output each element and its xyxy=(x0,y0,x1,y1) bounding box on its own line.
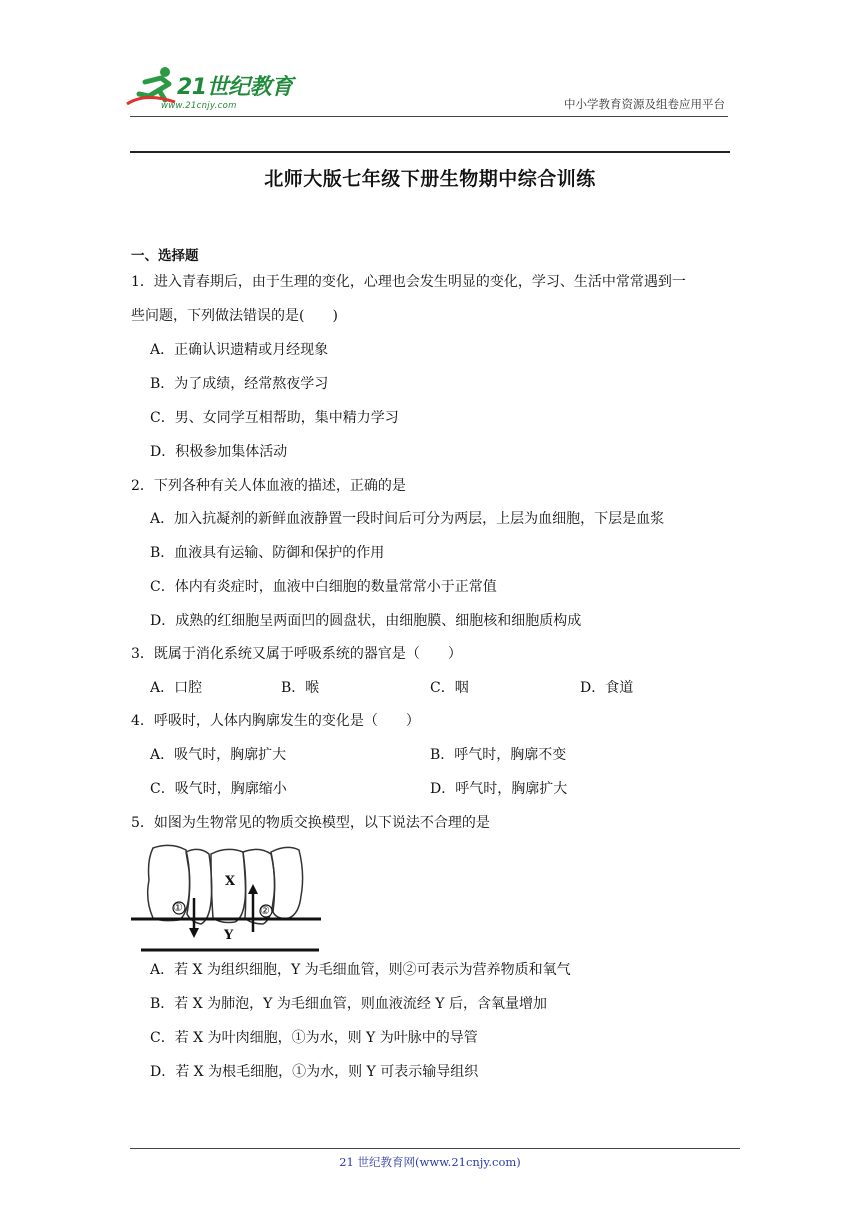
option-b: B．呼气时，胸廓不变 xyxy=(430,747,567,763)
option-c: C．体内有炎症时，血液中白细胞的数量常常小于正常值 xyxy=(150,579,497,595)
exchange-model-figure xyxy=(131,840,321,954)
question-text: 1．进入青春期后，由于生理的变化，心理也会发生明显的变化，学习、生活中常常遇到一 xyxy=(131,274,686,290)
section-heading: 一、选择题 xyxy=(131,248,199,264)
mark-2-label: ② xyxy=(260,904,270,917)
option-c: C．若 X 为叶肉细胞，①为水，则 Y 为叶脉中的导管 xyxy=(150,1030,478,1046)
option-b: B．为了成绩，经常熬夜学习 xyxy=(150,376,329,392)
option-a: A．口腔 xyxy=(150,680,203,696)
question-text: 2．下列各种有关人体血液的描述，正确的是 xyxy=(131,478,406,494)
option-b: B．血液具有运输、防御和保护的作用 xyxy=(150,545,385,561)
option-b: B．若 X 为肺泡，Y 为毛细血管，则血液流经 Y 后，含氧量增加 xyxy=(150,996,547,1012)
question-text: 些问题，下列做法错误的是( ) xyxy=(131,308,338,324)
footer-link[interactable]: 21 世纪教育网(www.21cnjy.com) xyxy=(339,1155,521,1169)
option-d: D．成熟的红细胞呈两面凹的圆盘状，由细胞膜、细胞核和细胞质构成 xyxy=(150,613,582,629)
option-d: D．若 X 为根毛细胞，①为水，则 Y 可表示输导组织 xyxy=(150,1064,479,1080)
page-title: 北师大版七年级下册生物期中综合训练 xyxy=(264,168,596,190)
option-a: A．若 X 为组织细胞，Y 为毛细血管，则②可表示为营养物质和氧气 xyxy=(150,962,571,978)
mark-1-label: ① xyxy=(173,901,183,914)
question-text: 4．呼吸时，人体内胸廓发生的变化是（ ） xyxy=(131,713,420,729)
footer-divider xyxy=(130,1148,740,1149)
question-text: 3．既属于消化系统又属于呼吸系统的器官是（ ） xyxy=(131,646,462,662)
option-d: D．呼气时，胸廓扩大 xyxy=(430,781,568,797)
option-a: A．正确认识遗精或月经现象 xyxy=(150,342,329,358)
header-divider xyxy=(130,116,728,117)
option-d: D．食道 xyxy=(580,680,634,696)
option-a: A．吸气时，胸廓扩大 xyxy=(150,747,287,763)
logo-url: www.21cnjy.com xyxy=(161,101,237,111)
site-logo xyxy=(125,62,295,117)
option-d: D．积极参加集体活动 xyxy=(150,444,288,460)
label-y: Y xyxy=(224,928,234,943)
title-rule xyxy=(130,151,730,153)
option-a: A．加入抗凝剂的新鲜血液静置一段时间后可分为两层，上层为血细胞，下层是血浆 xyxy=(150,511,665,527)
option-b: B．喉 xyxy=(281,680,320,696)
label-x: X xyxy=(225,874,236,889)
logo-text: 21世纪教育 xyxy=(177,75,293,100)
option-c: C．男、女同学互相帮助，集中精力学习 xyxy=(150,410,399,426)
option-c: C．吸气时，胸廓缩小 xyxy=(150,781,287,797)
platform-label: 中小学教育资源及组卷应用平台 xyxy=(564,97,725,111)
question-text: 5．如图为生物常见的物质交换模型，以下说法不合理的是 xyxy=(131,815,490,831)
option-c: C．咽 xyxy=(430,680,469,696)
